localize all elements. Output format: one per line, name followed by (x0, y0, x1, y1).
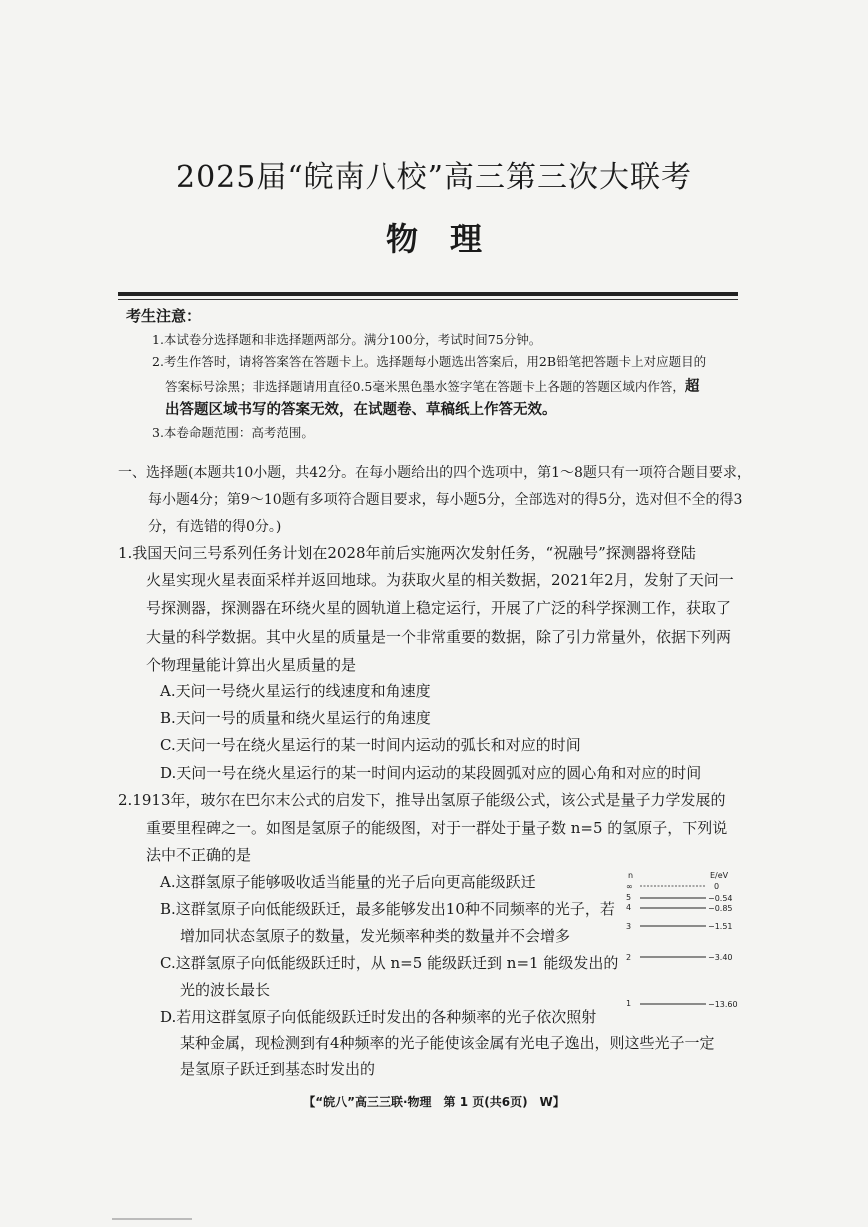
q2-option-c-cont: 光的波长最长 (180, 981, 271, 999)
exam-title: 2025届“皖南八校”高三第三次大联考 (175, 160, 693, 195)
notice-emphasis-start: 超 (684, 379, 700, 395)
diagram-n-label: n (628, 871, 634, 880)
level-energy-label: 0 (714, 882, 720, 891)
level-energy-label: −3.40 (708, 953, 733, 962)
notice-item: 2.考生作答时，请将答案答在答题卡上。选择题每小题选出答案后，用2B铅笔把答题卡上对应题目的 (152, 354, 707, 369)
q1-option-b: B.天问一号的质量和绕火星运行的角速度 (160, 709, 431, 727)
level-n-label: 3 (626, 922, 632, 931)
level-n-label: 5 (626, 893, 632, 902)
question-2-line: 重要里程碑之一。如图是氢原子的能级图，对于一群处于量子数 n=5 的氢原子，下列说 (146, 819, 728, 837)
divider-thick (118, 292, 738, 296)
q2-option-d-cont: 某种金属，现检测到有4种频率的光子能使该金属有光电子逸出，则这些光子一定 (180, 1034, 715, 1052)
level-energy-label: −1.51 (708, 922, 733, 931)
level-n-label: 1 (626, 999, 632, 1008)
notice-item-continued (165, 375, 699, 396)
notice-label: 考生注意： (126, 307, 202, 325)
question-1-line: 个物理量能计算出火星质量的是 (146, 656, 357, 674)
section-instructions-line: 每小题4分；第9～10题有多项符合题目要求，每小题5分，全部选对的得5分，选对但不全的得3 (148, 492, 743, 508)
level-n-label: 2 (626, 953, 632, 962)
scan-mark (112, 1218, 192, 1220)
q2-option-b-cont: 增加同状态氢原子的数量，发光频率种类的数量并不会增多 (180, 927, 571, 945)
divider-thin (118, 299, 738, 300)
q1-option-d: D.天问一号在绕火星运行的某一时间内运动的某段圆弧对应的圆心角和对应的时间 (160, 764, 702, 782)
level-energy-label: −0.54 (708, 894, 733, 903)
question-2-line: 2.1913年，玻尔在巴尔末公式的启发下，推导出氢原子能级公式，该公式是量子力学发展的 (118, 791, 726, 809)
q2-option-a: A.这群氢原子能够吸收适当能量的光子后向更高能级跃迁 (160, 873, 536, 891)
level-n-label: 4 (626, 903, 632, 912)
q2-option-d: D.若用这群氢原子向低能级跃迁时发出的各种频率的光子依次照射 (160, 1008, 597, 1026)
notice-item: 1.本试卷分选择题和非选择题两部分。满分100分，考试时间75分钟。 (152, 332, 542, 347)
diagram-energy-label: E/eV (710, 871, 729, 880)
q2-option-b: B.这群氢原子向低能级跃迁，最多能够发出10种不同频率的光子，若 (160, 900, 615, 918)
level-energy-label: −0.85 (708, 904, 733, 913)
notice-item: 3.本卷命题范围：高考范围。 (152, 425, 314, 440)
q1-option-c: C.天问一号在绕火星运行的某一时间内运动的弧长和对应的时间 (160, 736, 581, 754)
section-instructions-line: 分，有选错的得0分。) (148, 519, 282, 535)
question-1-line: 大量的科学数据。其中火星的质量是一个非常重要的数据，除了引力常量外，依据下列两 (146, 628, 732, 646)
page-footer: 【“皖八”高三三联·物理 第 1 页(共6页) W】 (303, 1095, 565, 1109)
q2-option-c: C.这群氢原子向低能级跃迁时，从 n=5 能级跃迁到 n=1 能级发出的 (160, 954, 619, 972)
hydrogen-energy-level-diagram (620, 868, 750, 1018)
question-1-line: 号探测器，探测器在环绕火星的圆轨道上稳定运行，开展了广泛的科学探测工作，获取了 (146, 599, 732, 617)
question-2-line: 法中不正确的是 (146, 846, 252, 864)
notice-text: 答案标号涂黑；非选择题请用直径0.5毫米黑色墨水签字笔在答题卡上各题的答题区域内作答， (165, 379, 685, 394)
q2-option-d-cont: 是氢原子跃迁到基态时发出的 (180, 1060, 376, 1078)
section-instructions-line: 一、选择题(本题共10小题，共42分。在每小题给出的四个选项中，第1～8题只有一项符合题目要求， (118, 465, 751, 481)
subject-title: 物 理 (385, 220, 482, 258)
level-energy-label: −13.60 (708, 1000, 738, 1009)
q1-option-a: A.天问一号绕火星运行的线速度和角速度 (160, 682, 431, 700)
question-1-line: 火星实现火星表面采样并返回地球。为获取火星的相关数据，2021年2月，发射了天问一 (146, 571, 734, 589)
level-n-label: ∞ (626, 882, 633, 891)
notice-emphasis: 出答题区域书写的答案无效，在试题卷、草稿纸上作答无效。 (165, 402, 557, 418)
question-1-line: 1.我国天问三号系列任务计划在2028年前后实施两次发射任务，“祝融号”探测器将登陆 (118, 544, 696, 562)
